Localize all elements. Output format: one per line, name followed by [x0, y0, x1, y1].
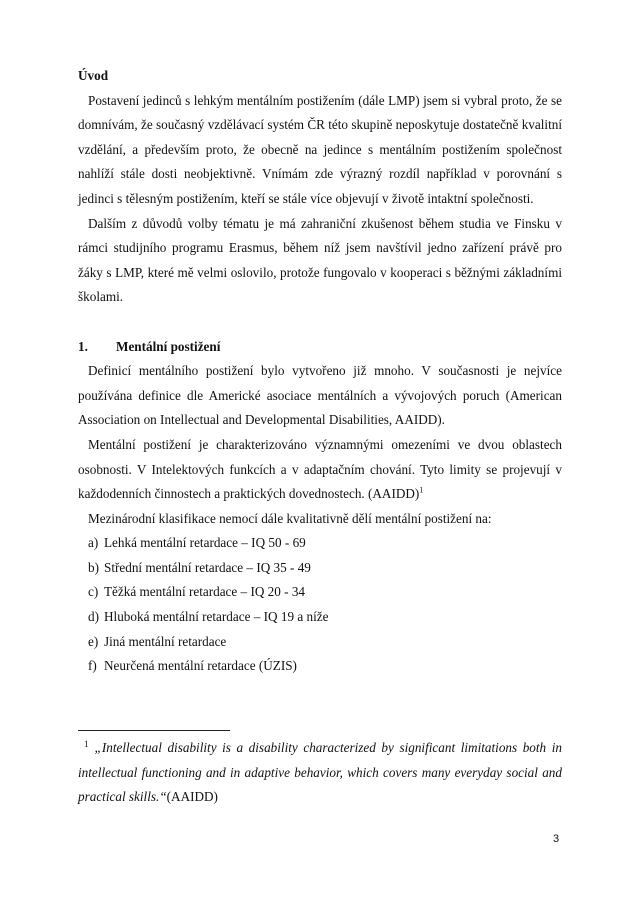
list-item-text: Těžká mentální retardace – IQ 20 - 34 [104, 584, 306, 600]
intro-paragraph-2: Dalším z důvodů volby tématu je má zahraniční zkušenost během studia ve Finsku v rámci studijního programu Erasmus, během níž jsem navštívil jedno zařízení právě pro žáky s LMP, které mě velmi oslovilo, protože fungovalo v kooperaci s běžnými základními školami. [78, 215, 562, 305]
section-1-number: 1. [78, 338, 88, 354]
section-1-paragraph-1: Definicí mentálního postižení bylo vytvořeno již mnoho. V současnosti je nejvíce používána definice dle Americké asociace mentálních a vývojových poruch (American Association on Intellectual and Developmental Disabilities, AAIDD). [78, 363, 562, 428]
footnote: 1 „Intellectual disability is a disability characterized by significant limitations both in intellectual functioning and in adaptive behavior, which covers many everyday social and practical skills.“(AAIDD) [78, 738, 562, 805]
page-number: 3 [553, 833, 560, 845]
list-item-text: Lehká mentální retardace – IQ 50 - 69 [104, 535, 306, 551]
page-content [78, 64, 562, 679]
list-item-text: Neurčená mentální retardace (ÚZIS) [104, 658, 297, 674]
list-marker: b) [88, 559, 99, 575]
list-item-text: Střední mentální retardace – IQ 35 - 49 [104, 559, 311, 575]
section-1-paragraph-3: Mezinárodní klasifikace nemocí dále kvalitativně dělí mentální postižení na: [88, 510, 492, 526]
list-item [78, 580, 562, 605]
footnote-source: (AAIDD) [166, 789, 218, 805]
list-item-text: Hluboká mentální retardace – IQ 19 a níže [104, 609, 329, 625]
list-marker: a) [88, 535, 99, 551]
section-1-paragraph-2-text: Mentální postižení je charakterizováno významnými omezeními ve dvou oblastech osobnosti. V Intelektových funkcích a v adaptačním chování. Tyto limity se projevují v každodenních činnostech a praktických dovednostech. (AAIDD) [78, 436, 562, 502]
footnote-quote: „Intellectual disability is a disability characterized by significant limitations both in intellectual functioning and in adaptive behavior, which covers many everyday social and practical skills.“ [78, 740, 562, 805]
section-1-paragraph-2 [78, 433, 562, 507]
list-item [78, 556, 562, 581]
list-marker: f) [88, 658, 97, 674]
list-item [78, 531, 562, 556]
list-marker: e) [88, 633, 99, 649]
intro-heading: Úvod [78, 68, 109, 83]
list-item [78, 630, 562, 655]
list-marker: d) [88, 609, 99, 625]
section-1-title: Mentální postižení [116, 338, 221, 354]
list-item-text: Jiná mentální retardace [104, 633, 227, 649]
footnote-divider [78, 730, 230, 731]
intro-paragraph-1: Postavení jedinců s lehkým mentálním postižením (dále LMP) jsem si vybral proto, že se domnívám, že současný vzdělávací systém ČR této skupině neposkytuje dostatečně kvalitní vzdělání, a především proto, že obecně na jedince s mentálním postižením společnost nahlíží stále dosti neobjektivně. Vnímám zde výrazný rozdíl například v porovnání s jedinci s tělesným postižením, kteří se stále více objevují v životě intaktní společnosti. [78, 92, 562, 206]
list-item [78, 605, 562, 630]
footnote-reference: 1 [419, 485, 424, 495]
classification-list [78, 531, 562, 679]
section-1-heading [78, 335, 562, 360]
list-item [78, 654, 562, 679]
list-marker: c) [88, 584, 99, 600]
